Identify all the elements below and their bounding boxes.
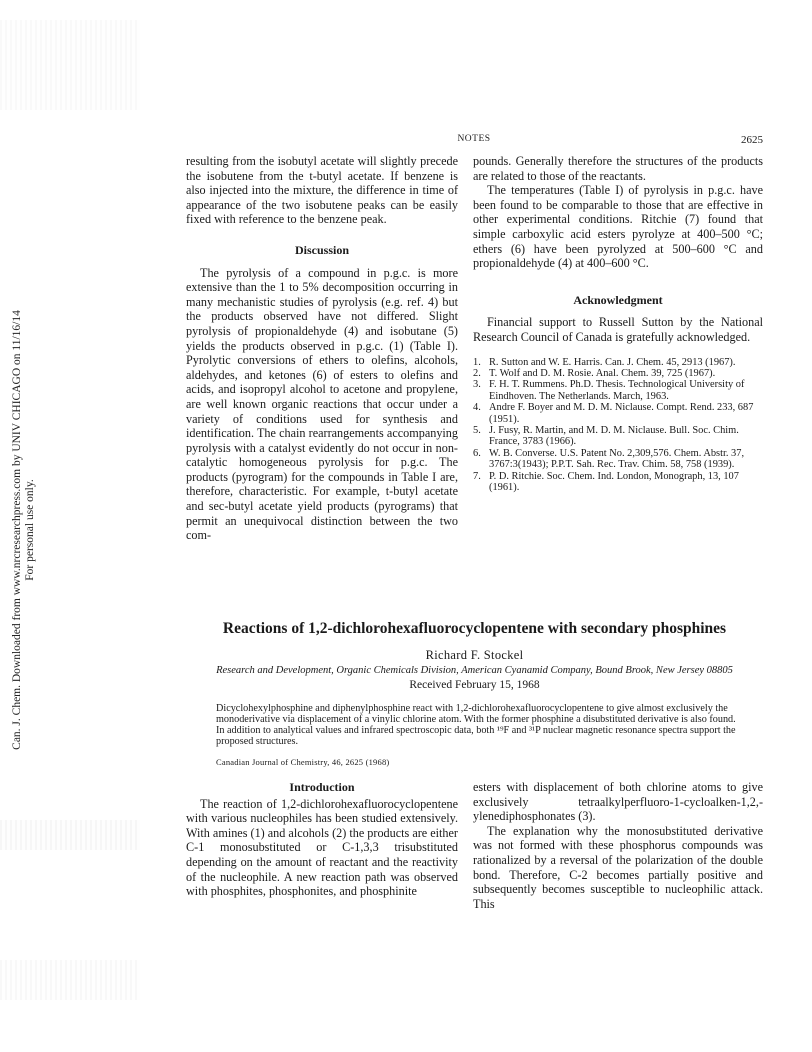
- paragraph: The explanation why the monosubstituted derivative was not formed with these phosphorus compounds was rationalized by a reversal of the polarization of the double bond. Therefore, C-2 becomes partially positive and subsequently becomes susceptible to nucleophilic attack. This: [473, 823, 763, 911]
- page-number: 2625: [741, 134, 763, 146]
- received-date: Received February 15, 1968: [409, 679, 540, 691]
- abstract: Dicyclohexylphosphine and diphenylphosphine react with 1,2-dichlorohexafluorocyclopentene to give almost exclusively the monoderivative via displacement of a vinylic chlorine atom. With the former phosphine a disubstituted derivative is also found. In addition to analytical values and infrared spectroscopic data, both ¹⁹F and ³¹P nuclear magnetic resonance spectra support the proposed structures.: [216, 703, 736, 747]
- paragraph: The reaction of 1,2-dichlorohexafluorocyclopentene with various nucleophiles has been studied extensively. With amines (1) and alcohols (2) the products are either C-1 monosubstituted or C-1,3,3 trisubstituted depending on the amount of reactant and the reactivity of the nucleophile. A new reaction path was observed with phosphites, phosphonites, and phosphinite: [186, 796, 458, 899]
- running-head-title: NOTES: [457, 134, 491, 144]
- scan-noise: [0, 20, 140, 110]
- paragraph: The pyrolysis of a compound in p.g.c. is more extensive than the 1 to 5% decomposition occurring in many mechanistic studies of pyrolysis (e.g. ref. 4) but the products observed have not differed. Slight pyrolysis of propionaldehyde (4) and isobutane (5) yields the products observed in p.g.c. (1) (Table I). Pyrolytic conversions of ethers to olefins, alcohols, aldehydes, and ketones (6) of esters to olefins and acids, and isopropyl alcohol to acetone and propylene, are well known organic reactions that occur under a variety of conditions used for synthesis and identification. The chain rearrangements accompanying pyrolysis with a catalyst evidently do not occur in non-catalytic homogeneous pyrolysis for p.g.c. The products (pyrogram) for the compounds in Table I are, therefore, characteristic. For example, t-butyl acetate and sec-butyl acetate yield products (pyrograms) that permit an unequivocal distinction between the two com-: [186, 265, 458, 543]
- reference-item: 7. P. D. Ritchie. Soc. Chem. Ind. London, Monograph, 13, 107 (1961).: [473, 470, 739, 493]
- article-header: [186, 620, 763, 767]
- paragraph: esters with displacement of both chlorine atoms to give exclusively tetraalkylperfluoro-1-cycloalken-1,2,-ylenediphosphonates (3).: [473, 780, 763, 824]
- download-watermark: [0, 250, 48, 810]
- bottom-left-column: [186, 780, 458, 899]
- affiliation: Research and Development, Organic Chemicals Division, American Cyanamid Company, Bound Brook, New Jersey 08805: [216, 665, 733, 676]
- reference-item: 6. W. B. Converse. U.S. Patent No. 2,309,576. Chem. Abstr. 37, 3767:3(1943); P.P.T. Sah. Rec. Trav. Chim. 58, 758 (1939).: [473, 447, 745, 471]
- top-right-column: [473, 154, 763, 493]
- reference-item: 3. F. H. T. Rummens. Ph.D. Thesis. Technological University of Eindhoven. The Netherlands. March, 1963.: [473, 379, 745, 402]
- reference-item: 5. J. Fusy, R. Martin, and M. D. M. Niclause. Bull. Soc. Chim. France, 3783 (1966).: [473, 424, 739, 448]
- reference-list: [473, 357, 763, 494]
- watermark-line-1: Can. J. Chem. Downloaded from www.nrcresearchpress.com by UNIV CHICAGO on 11/16/14: [11, 310, 23, 750]
- paragraph: The temperatures (Table I) of pyrolysis in p.g.c. have been found to be comparable to those that are effective in other experimental conditions. Ritchie (7) found that simple carboxylic acid esters pyrolyze at 400–500 °C; ethers (6) have been pyrolyzed at 500–600 °C and propionaldehyde (4) at 400–600 °C.: [473, 183, 763, 271]
- reference-item: 2. T. Wolf and D. M. Rosie. Anal. Chem. 39, 725 (1967).: [473, 367, 716, 379]
- journal-citation: Canadian Journal of Chemistry, 46, 2625 (1968): [216, 757, 390, 767]
- section-heading-introduction: Introduction: [289, 780, 355, 794]
- section-heading-acknowledgment: Acknowledgment: [573, 292, 663, 307]
- paragraph: resulting from the isobutyl acetate will slightly precede the isobutene from the t-butyl acetate. If benzene is also injected into the mixture, the difference in time of appearance of the two isobutene peaks can be easily fixed with reference to the benzene peak.: [186, 154, 458, 227]
- bottom-right-column: [473, 780, 763, 911]
- scan-noise: [0, 960, 140, 1000]
- section-heading-discussion: Discussion: [294, 242, 350, 257]
- running-head: [185, 134, 763, 148]
- author: Richard F. Stockel: [425, 648, 524, 662]
- article-title: Reactions of 1,2-dichlorohexafluorocyclopentene with secondary phosphines: [222, 620, 727, 637]
- paragraph: pounds. Generally therefore the structures of the products are related to those of the reactants.: [473, 154, 763, 183]
- watermark-line-2: For personal use only.: [24, 479, 36, 581]
- top-left-column: [186, 154, 458, 543]
- acknowledgment-text: Financial support to Russell Sutton by the National Research Council of Canada is gratefully acknowledged.: [473, 315, 763, 344]
- reference-item: 1. R. Sutton and W. E. Harris. Can. J. Chem. 45, 2913 (1967).: [473, 356, 736, 368]
- reference-item: 4. Andre F. Boyer and M. D. M. Niclause. Compt. Rend. 233, 687 (1951).: [473, 402, 754, 425]
- scan-noise: [0, 820, 140, 850]
